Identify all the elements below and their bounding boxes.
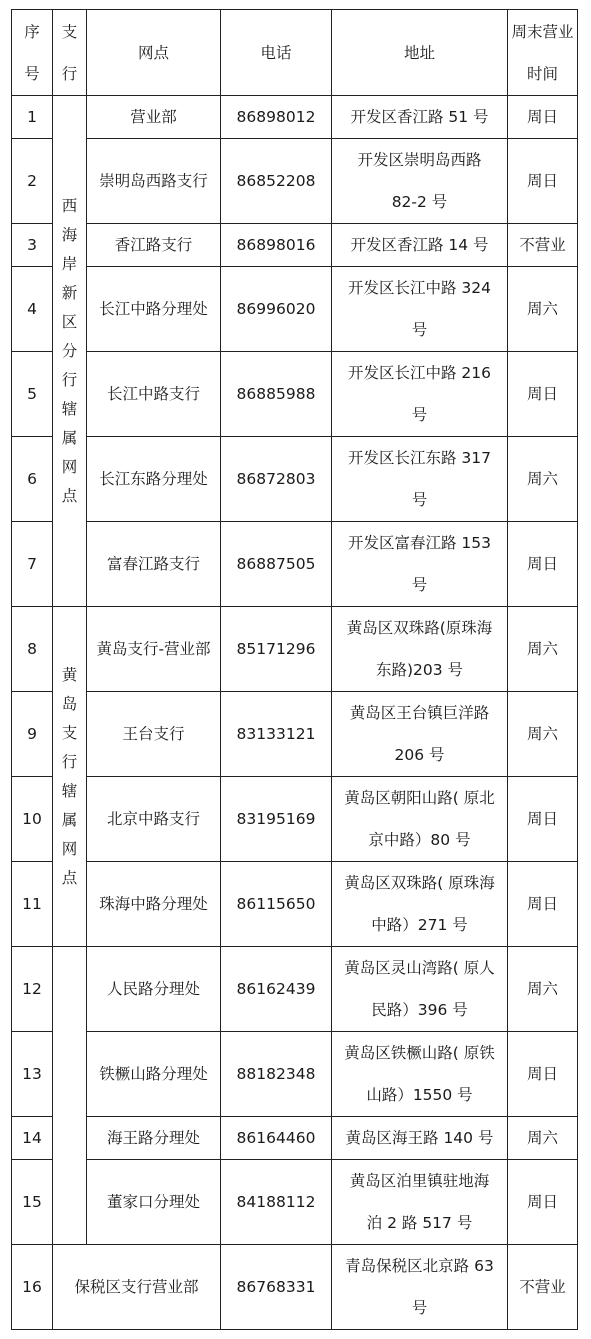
branch-group-char: 辖 — [61, 399, 78, 418]
row-weekend-hours: 周六 — [508, 692, 578, 777]
row-address-line: 号 — [411, 491, 428, 509]
row-outlet-name: 香江路支行 — [87, 224, 221, 267]
table-row — [12, 352, 578, 437]
row-address-line: 黄岛区双珠路( 原珠海 — [344, 874, 495, 892]
row-address-line: 黄岛区双珠路(原珠海 — [346, 619, 493, 637]
row-address-line: 号 — [411, 1299, 428, 1317]
row-phone: 86115650 — [221, 862, 332, 947]
row-address-line: 民路）396 号 — [371, 1001, 468, 1019]
row-address-line: 东路)203 号 — [375, 661, 464, 679]
branch-group-char: 黄 — [61, 665, 78, 684]
row-outlet-name: 黄岛支行-营业部 — [87, 607, 221, 692]
table-row — [12, 267, 578, 352]
row-seq: 2 — [12, 139, 53, 224]
row-outlet-name: 董家口分理处 — [87, 1160, 221, 1245]
table-row — [12, 1160, 578, 1245]
row-phone: 86164460 — [221, 1117, 332, 1160]
row-address-line: 号 — [411, 406, 428, 424]
row-seq: 15 — [12, 1160, 53, 1245]
row-address — [332, 522, 508, 607]
row-address — [332, 947, 508, 1032]
row-address — [332, 1160, 508, 1245]
table-row — [12, 777, 578, 862]
branch-group-char: 网 — [61, 457, 78, 476]
header-address: 地址 — [332, 10, 508, 96]
branch-group-char: 辖 — [61, 781, 78, 800]
row-outlet-name: 海王路分理处 — [87, 1117, 221, 1160]
row-outlet-name: 富春江路支行 — [87, 522, 221, 607]
row-seq: 11 — [12, 862, 53, 947]
row-phone: 86898012 — [221, 96, 332, 139]
row-address-line: 开发区富春江路 153 — [347, 534, 491, 552]
table-row — [12, 692, 578, 777]
row-outlet-name: 王台支行 — [87, 692, 221, 777]
table-row — [12, 1245, 578, 1330]
row-phone: 88182348 — [221, 1032, 332, 1117]
row-address-line: 黄岛区朝阳山路( 原北 — [344, 789, 495, 807]
row-address-line: 开发区崇明岛西路 — [357, 151, 482, 169]
row-address-line: 开发区长江东路 317 — [347, 449, 491, 467]
row-address-line: 开发区香江路 14 号 — [350, 236, 489, 254]
row-phone: 85171296 — [221, 607, 332, 692]
row-weekend-hours: 周日 — [508, 1160, 578, 1245]
row-weekend-hours: 周日 — [508, 777, 578, 862]
table-row — [12, 862, 578, 947]
header-phone: 电话 — [221, 10, 332, 96]
row-address — [332, 352, 508, 437]
row-address-line: 开发区香江路 51 号 — [350, 108, 489, 126]
row-phone: 86162439 — [221, 947, 332, 1032]
row-address — [332, 267, 508, 352]
branch-group-char: 新 — [61, 283, 78, 302]
row-seq: 5 — [12, 352, 53, 437]
row-weekend-hours: 周日 — [508, 1032, 578, 1117]
row-address — [332, 1245, 508, 1330]
row-seq: 4 — [12, 267, 53, 352]
row-weekend-hours: 周日 — [508, 139, 578, 224]
row-phone: 86852208 — [221, 139, 332, 224]
row-address — [332, 862, 508, 947]
row-seq: 16 — [12, 1245, 53, 1330]
branch-table — [11, 9, 578, 1330]
row-phone: 86898016 — [221, 224, 332, 267]
branch-group-char: 支 — [61, 723, 78, 742]
row-phone: 86996020 — [221, 267, 332, 352]
row-outlet-name: 珠海中路分理处 — [87, 862, 221, 947]
row-phone: 83195169 — [221, 777, 332, 862]
row-address-line: 京中路）80 号 — [368, 831, 471, 849]
row-weekend-hours: 不营业 — [508, 224, 578, 267]
table-row — [12, 139, 578, 224]
row-address-line: 泊 2 路 517 号 — [366, 1214, 473, 1232]
row-address-line: 中路）271 号 — [371, 916, 468, 934]
branch-group-char: 点 — [61, 486, 78, 505]
row-outlet-name: 长江中路支行 — [87, 352, 221, 437]
row-outlet-name: 保税区支行营业部 — [53, 1245, 221, 1330]
row-address — [332, 1032, 508, 1117]
row-seq: 1 — [12, 96, 53, 139]
branch-group-char: 分 — [61, 341, 78, 360]
row-weekend-hours: 周六 — [508, 437, 578, 522]
row-address — [332, 139, 508, 224]
row-seq: 7 — [12, 522, 53, 607]
row-address-line: 黄岛区王台镇巨洋路 — [349, 704, 490, 722]
row-address — [332, 607, 508, 692]
row-seq: 10 — [12, 777, 53, 862]
row-address-line: 206 号 — [394, 746, 445, 764]
branch-group-char: 海 — [61, 225, 78, 244]
row-phone: 84188112 — [221, 1160, 332, 1245]
row-outlet-name: 崇明岛西路支行 — [87, 139, 221, 224]
row-address — [332, 224, 508, 267]
row-outlet-name: 北京中路支行 — [87, 777, 221, 862]
table-row — [12, 224, 578, 267]
row-weekend-hours: 周六 — [508, 1117, 578, 1160]
branch-group-char: 岛 — [61, 694, 78, 713]
row-weekend-hours: 不营业 — [508, 1245, 578, 1330]
table-row — [12, 947, 578, 1032]
row-weekend-hours: 周日 — [508, 862, 578, 947]
row-seq: 6 — [12, 437, 53, 522]
row-address-line: 开发区长江中路 324 — [347, 279, 491, 297]
row-address-line: 黄岛区铁橛山路( 原铁 — [344, 1044, 495, 1062]
table-row — [12, 607, 578, 692]
row-address-line: 黄岛区灵山湾路( 原人 — [344, 959, 495, 977]
row-address — [332, 437, 508, 522]
branch-group-char: 岸 — [61, 254, 78, 273]
row-outlet-name: 人民路分理处 — [87, 947, 221, 1032]
row-address-line: 黄岛区海王路 140 号 — [345, 1129, 494, 1147]
row-address-line: 黄岛区泊里镇驻地海 — [349, 1172, 490, 1190]
row-outlet-name: 长江东路分理处 — [87, 437, 221, 522]
row-address — [332, 692, 508, 777]
row-phone: 86872803 — [221, 437, 332, 522]
row-address-line: 青岛保税区北京路 63 — [345, 1257, 494, 1275]
header-row — [12, 10, 578, 96]
row-seq: 12 — [12, 947, 53, 1032]
row-address — [332, 1117, 508, 1160]
row-seq: 9 — [12, 692, 53, 777]
row-address-line: 号 — [411, 576, 428, 594]
row-seq: 8 — [12, 607, 53, 692]
row-weekend-hours: 周六 — [508, 947, 578, 1032]
row-address-line: 山路）1550 号 — [366, 1086, 473, 1104]
row-weekend-hours: 周日 — [508, 522, 578, 607]
row-address-line: 号 — [411, 321, 428, 339]
row-address — [332, 96, 508, 139]
branch-group-g1 — [53, 96, 87, 607]
row-phone: 86768331 — [221, 1245, 332, 1330]
branch-group-char: 属 — [61, 428, 78, 447]
branch-group-char: 属 — [61, 810, 78, 829]
header-seq: 序 号 — [12, 10, 53, 96]
row-weekend-hours: 周日 — [508, 96, 578, 139]
header-weekend: 周末营业 时间 — [508, 10, 578, 96]
row-seq: 13 — [12, 1032, 53, 1117]
row-address-line: 82-2 号 — [391, 193, 448, 211]
branch-group-g2 — [53, 607, 87, 947]
row-address-line: 开发区长江中路 216 — [347, 364, 491, 382]
row-address — [332, 777, 508, 862]
branch-group-char: 行 — [61, 370, 78, 389]
branch-group-char: 点 — [61, 868, 78, 887]
row-seq: 14 — [12, 1117, 53, 1160]
table-row — [12, 1032, 578, 1117]
table-row — [12, 522, 578, 607]
table-row — [12, 437, 578, 522]
row-phone: 86885988 — [221, 352, 332, 437]
row-seq: 3 — [12, 224, 53, 267]
branch-group-empty — [53, 947, 87, 1245]
row-phone: 83133121 — [221, 692, 332, 777]
branch-group-char: 网 — [61, 839, 78, 858]
row-weekend-hours: 周日 — [508, 352, 578, 437]
header-outlet: 网点 — [87, 10, 221, 96]
row-outlet-name: 长江中路分理处 — [87, 267, 221, 352]
table-row — [12, 1117, 578, 1160]
table-row — [12, 96, 578, 139]
header-branch: 支 行 — [53, 10, 87, 96]
row-outlet-name: 铁橛山路分理处 — [87, 1032, 221, 1117]
branch-group-char: 区 — [61, 312, 78, 331]
branch-group-char: 西 — [61, 196, 78, 215]
branch-group-char: 行 — [61, 752, 78, 771]
row-weekend-hours: 周六 — [508, 267, 578, 352]
row-phone: 86887505 — [221, 522, 332, 607]
row-weekend-hours: 周六 — [508, 607, 578, 692]
row-outlet-name: 营业部 — [87, 96, 221, 139]
